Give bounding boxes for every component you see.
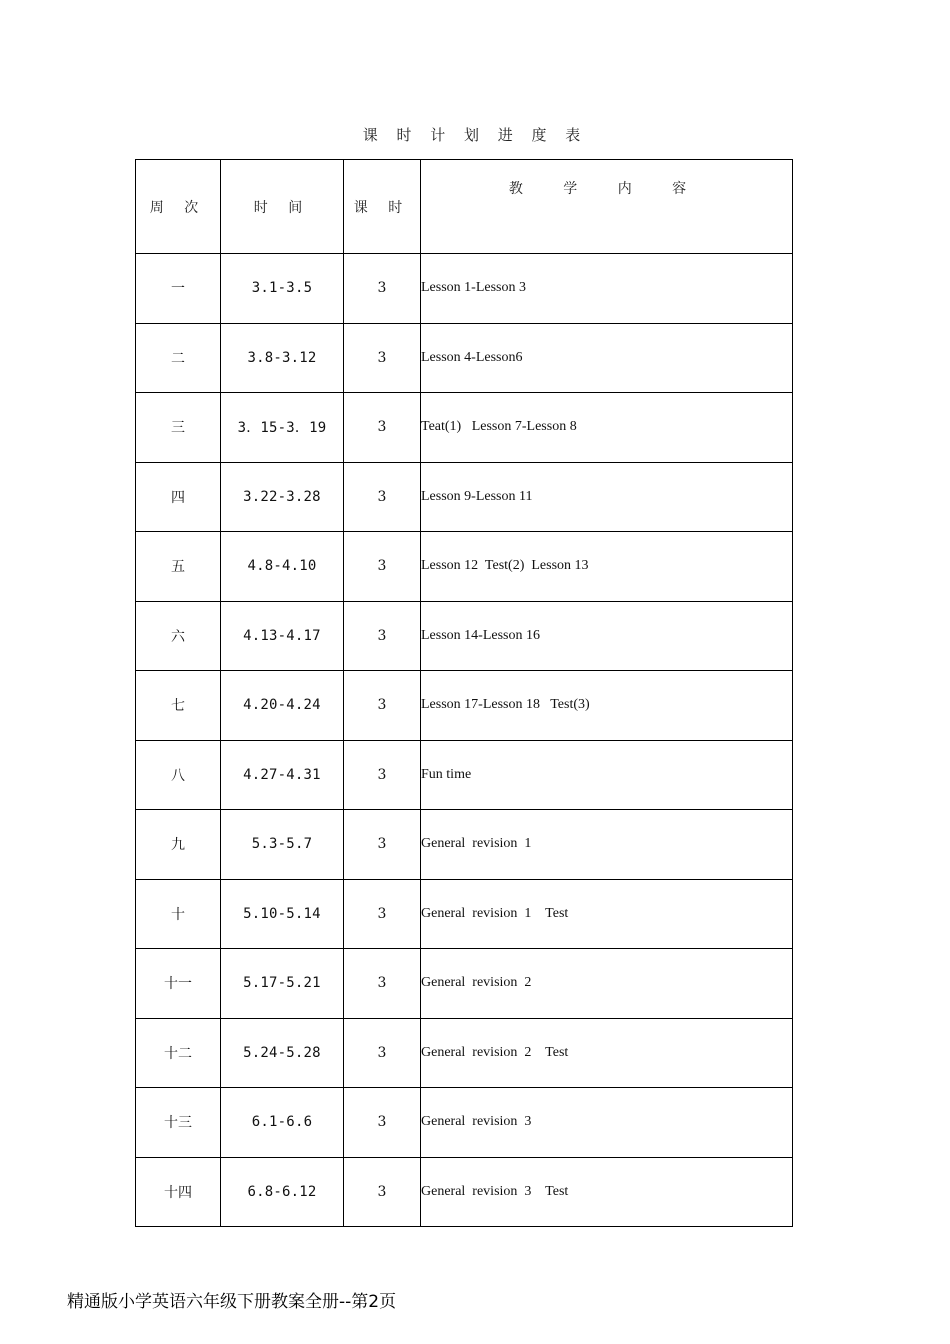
cell-time: 6.8-6.12 (221, 1157, 344, 1227)
cell-week: 五 (136, 532, 221, 602)
cell-content: General revision 2 (421, 949, 793, 1019)
cell-content: Lesson 1-Lesson 3 (421, 254, 793, 324)
cell-hours: 3 (344, 1157, 421, 1227)
cell-week: 七 (136, 671, 221, 741)
table-header-row (136, 160, 793, 254)
cell-time: 3．15-3．19 (221, 393, 344, 463)
table-row (136, 740, 793, 810)
cell-week: 二 (136, 323, 221, 393)
cell-hours: 3 (344, 1018, 421, 1088)
table-row (136, 810, 793, 880)
cell-week: 一 (136, 254, 221, 324)
cell-hours: 3 (344, 462, 421, 532)
cell-week: 十三 (136, 1088, 221, 1158)
cell-content: Lesson 17-Lesson 18 Test(3) (421, 671, 793, 741)
cell-week: 六 (136, 601, 221, 671)
cell-week: 十一 (136, 949, 221, 1019)
cell-hours: 3 (344, 393, 421, 463)
cell-time: 5.10-5.14 (221, 879, 344, 949)
cell-content: Lesson 12 Test(2) Lesson 13 (421, 532, 793, 602)
cell-hours: 3 (344, 810, 421, 880)
header-time: 时 间 (221, 160, 344, 254)
cell-week: 十二 (136, 1018, 221, 1088)
cell-time: 4.13-4.17 (221, 601, 344, 671)
cell-content: General revision 1 Test (421, 879, 793, 949)
cell-time: 5.24-5.28 (221, 1018, 344, 1088)
cell-content: Teat(1) Lesson 7-Lesson 8 (421, 393, 793, 463)
cell-content: Fun time (421, 740, 793, 810)
table-row (136, 393, 793, 463)
header-content: 教 学 内 容 (421, 160, 793, 254)
table-row (136, 1088, 793, 1158)
table-row (136, 1018, 793, 1088)
cell-content: Lesson 9-Lesson 11 (421, 462, 793, 532)
cell-time: 3.22-3.28 (221, 462, 344, 532)
cell-content: Lesson 4-Lesson6 (421, 323, 793, 393)
cell-time: 4.27-4.31 (221, 740, 344, 810)
header-week: 周 次 (136, 160, 221, 254)
cell-hours: 3 (344, 740, 421, 810)
table-row (136, 1157, 793, 1227)
cell-hours: 3 (344, 601, 421, 671)
cell-week: 十 (136, 879, 221, 949)
schedule-table (135, 159, 793, 1227)
cell-time: 5.17-5.21 (221, 949, 344, 1019)
cell-content: General revision 3 (421, 1088, 793, 1158)
cell-time: 3.8-3.12 (221, 323, 344, 393)
cell-hours: 3 (344, 671, 421, 741)
table-row (136, 601, 793, 671)
page-title: 课 时 计 划 进 度 表 (362, 126, 588, 144)
cell-hours: 3 (344, 879, 421, 949)
cell-content: Lesson 14-Lesson 16 (421, 601, 793, 671)
cell-hours: 3 (344, 949, 421, 1019)
cell-hours: 3 (344, 1088, 421, 1158)
table-row (136, 254, 793, 324)
table-row (136, 879, 793, 949)
cell-time: 4.20-4.24 (221, 671, 344, 741)
table-row (136, 532, 793, 602)
cell-week: 四 (136, 462, 221, 532)
cell-week: 八 (136, 740, 221, 810)
cell-hours: 3 (344, 254, 421, 324)
cell-hours: 3 (344, 532, 421, 602)
cell-content: General revision 2 Test (421, 1018, 793, 1088)
cell-time: 6.1-6.6 (221, 1088, 344, 1158)
cell-week: 三 (136, 393, 221, 463)
cell-week: 九 (136, 810, 221, 880)
cell-time: 5.3-5.7 (221, 810, 344, 880)
cell-content: General revision 3 Test (421, 1157, 793, 1227)
cell-time: 3.1-3.5 (221, 254, 344, 324)
table-row (136, 462, 793, 532)
table-body (136, 254, 793, 1227)
page-footer: 精通版小学英语六年级下册教案全册--第2页 (67, 1292, 397, 1312)
table-row (136, 323, 793, 393)
table-row (136, 949, 793, 1019)
cell-week: 十四 (136, 1157, 221, 1227)
cell-content: General revision 1 (421, 810, 793, 880)
cell-hours: 3 (344, 323, 421, 393)
table-row (136, 671, 793, 741)
header-hours: 课 时 (344, 160, 421, 254)
cell-time: 4.8-4.10 (221, 532, 344, 602)
